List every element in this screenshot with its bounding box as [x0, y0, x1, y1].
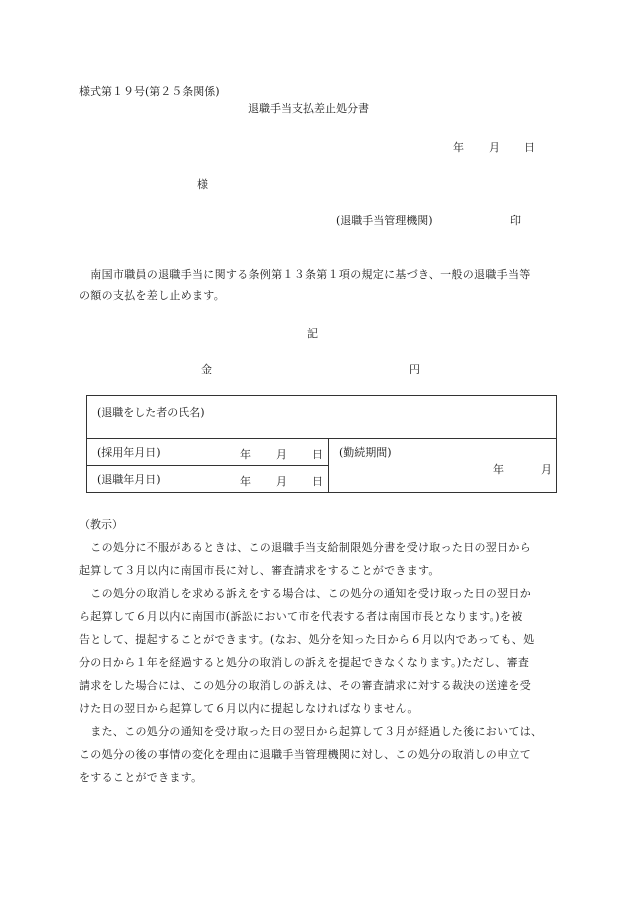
instruction-line-5: 告として、提起することができます。(なお、処分を知った日から６月以内であっても、処	[79, 633, 535, 646]
retire-date-cell	[87, 466, 329, 493]
instruction-line-8: けた日の翌日から起算して６月以内に提起しなければなりません。	[79, 702, 419, 715]
date-month-label: 月	[489, 141, 500, 154]
body-line-1: 南国市職員の退職手当に関する条例第１３条第１項の規定に基づき、一般の退職手当等	[79, 268, 531, 281]
recipient-suffix: 様	[197, 178, 208, 191]
retire-day: 日	[312, 475, 323, 488]
instruction-line-3: この処分の取消しを求める訴えをする場合は、この処分の通知を受け取った日の翌日か	[79, 587, 531, 600]
retire-date-label: (退職年月日)	[97, 473, 161, 486]
amount-label: 金	[201, 363, 212, 376]
instruction-line-1: この処分に不服があるときは、この退職手当支給制限処分書を受け取った日の翌日から	[79, 541, 531, 554]
retire-month: 月	[276, 475, 287, 488]
instruction-header: （教示）	[79, 518, 123, 531]
seal-label: 印	[510, 214, 521, 227]
hire-date-cell	[87, 439, 329, 466]
hire-year: 年	[240, 448, 251, 461]
service-month: 月	[541, 463, 552, 476]
issuer-label: (退職手当管理機関)	[336, 214, 433, 227]
instruction-line-2: 起算して３月以内に南国市長に対し、審査請求をすることができます。	[79, 564, 440, 577]
instruction-line-7: 請求をした場合には、この処分の取消しの訴えは、その審査請求に対する裁決の送達を受	[79, 679, 531, 692]
retiree-name-label: (退職をした者の氏名)	[97, 406, 205, 419]
service-year: 年	[493, 463, 504, 476]
instruction-line-11: をすることができます。	[79, 771, 203, 784]
instruction-line-9: また、この処分の通知を受け取った日の翌日から起算して３月が経過した後においては、	[79, 725, 543, 738]
hire-day: 日	[312, 448, 323, 461]
amount-unit: 円	[409, 363, 420, 376]
date-year-label: 年	[453, 141, 464, 154]
body-line-2: の額の支払を差し止めます。	[79, 289, 226, 302]
retiree-info-table	[86, 395, 557, 493]
retire-year: 年	[240, 475, 251, 488]
form-number: 様式第１９号(第２５条関係)	[79, 85, 220, 98]
instruction-line-6: 分の日から１年を経過すると処分の取消しの訴えを提起できなくなります。)ただし、審査	[79, 656, 530, 669]
ki-label: 記	[307, 327, 318, 340]
date-day-label: 日	[524, 141, 535, 154]
retiree-name-cell	[87, 396, 557, 439]
service-period-cell	[329, 439, 557, 493]
hire-date-label: (採用年月日)	[97, 446, 161, 459]
instruction-line-10: この処分の後の事情の変化を理由に退職手当管理機関に対し、この処分の取消しの申立て	[79, 748, 531, 761]
hire-month: 月	[276, 448, 287, 461]
document-title: 退職手当支払差止処分書	[248, 102, 369, 115]
instruction-line-4: ら起算して６月以内に南国市(訴訟において市を代表する者は南国市長となります。)を被	[79, 610, 523, 623]
service-period-label: (勤続期間)	[339, 446, 392, 459]
